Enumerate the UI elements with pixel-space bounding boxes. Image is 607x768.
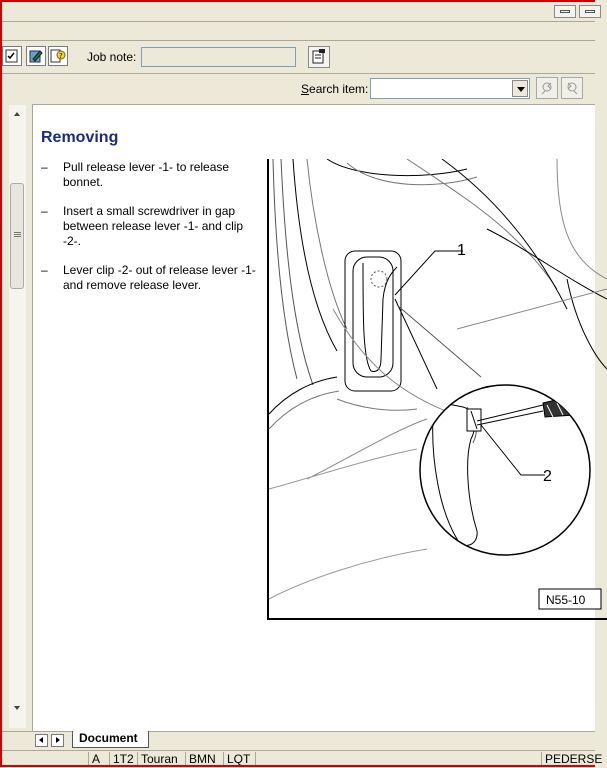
status-cell: A [88,752,109,767]
restore-icon [560,10,570,13]
notebook-icon[interactable] [26,46,46,66]
list-item [41,160,263,190]
tab-prev-icon[interactable] [35,734,48,747]
status-cell: PEDERSE [541,752,595,767]
previous-result-icon [539,80,555,96]
section-heading: Removing [41,129,119,146]
callout-2: 2 [543,468,552,485]
step-dash: – [41,204,48,218]
callout-1: 1 [457,242,466,259]
tab-next-icon[interactable] [51,734,64,747]
job-note-label: Job note: [87,50,137,64]
step-dash: – [41,160,48,174]
step-text: Pull release lever -1- to release bonnet. [63,160,230,189]
menu-divider [0,40,595,41]
next-result-button[interactable] [561,77,583,99]
scroll-thumb[interactable] [10,183,24,289]
previous-result-button[interactable] [536,77,558,99]
search-item-label: Search item: [301,82,369,96]
step-dash: – [41,263,48,277]
grip-icon [14,232,21,233]
job-note-button[interactable] [308,46,330,68]
job-toolbar [2,42,595,72]
job-note-field[interactable] [141,47,296,67]
step-text: Insert a small screwdriver in gap between release lever -1- and clip -2-. [63,204,244,248]
chevron-down-icon[interactable] [512,80,528,97]
list-item [41,204,263,249]
step-list [41,160,263,307]
status-cell: BMN [185,752,223,767]
vertical-scrollbar[interactable] [9,105,26,728]
list-item [41,263,263,293]
status-cell: LQT [223,752,255,767]
status-bar [2,750,603,768]
checklist-icon[interactable] [2,46,22,66]
status-cell: Touran [137,752,185,767]
restore-button[interactable] [554,5,576,18]
title-bar [2,2,595,20]
note-edit-icon [309,47,329,67]
figure-code: N55-10 [546,593,586,607]
scroll-up-icon[interactable] [9,107,26,121]
tab-document[interactable]: Document [72,731,149,748]
search-toolbar [2,74,595,104]
document-view [33,105,595,731]
status-cell-empty [255,752,541,767]
svg-text:?: ? [59,52,63,60]
title-divider [0,21,595,22]
status-cell: 1T2 [109,752,137,767]
help-icon[interactable] [48,46,68,66]
search-item-select[interactable] [370,78,530,99]
step-text: Lever clip -2- out of release lever -1- and remove release lever. [63,263,256,292]
sheet-tab-strip [2,731,595,750]
scroll-down-icon[interactable] [9,701,26,715]
next-result-icon [564,80,580,96]
release-lever-illustration [267,159,607,621]
minimize-button[interactable] [579,5,601,18]
minimize-icon [585,10,595,13]
